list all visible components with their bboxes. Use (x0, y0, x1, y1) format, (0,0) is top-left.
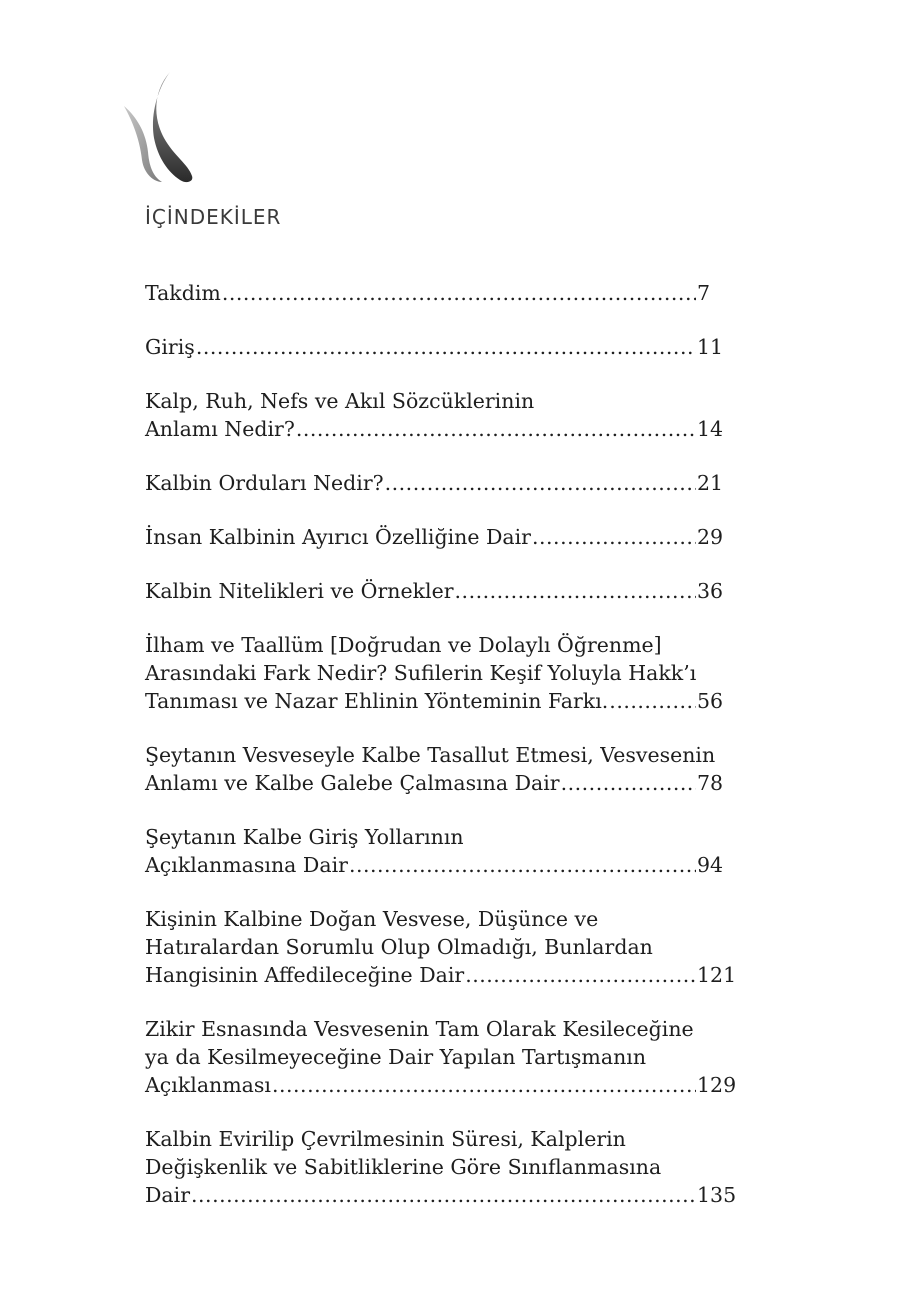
toc-entry-final-line (145, 687, 737, 715)
toc-page-number: 129 (697, 1073, 737, 1097)
dot-leader (191, 1181, 696, 1209)
toc-entry-final-line (145, 1181, 737, 1209)
toc-entry[interactable] (145, 523, 737, 551)
toc-page-number: 94 (697, 853, 724, 877)
toc-entry[interactable] (145, 469, 737, 497)
dot-leader (349, 851, 696, 879)
toc-page-number: 56 (697, 689, 724, 713)
toc-page-number: 11 (697, 335, 724, 359)
toc-entry-title-line: Kalbin Orduları Nedir? (145, 471, 384, 495)
toc-entry-title-line: Kalp, Ruh, Nefs ve Akıl Sözcüklerinin (145, 389, 535, 413)
toc-entry[interactable] (145, 741, 737, 797)
toc-page-number: 135 (697, 1183, 737, 1207)
toc-entry-final-line (145, 577, 737, 605)
toc-entry-title-line: Şeytanın Kalbe Giriş Yollarının (145, 825, 464, 849)
toc-entry-final-line (145, 769, 737, 797)
toc-entry-title-line: Giriş (145, 335, 195, 359)
toc-entry-final-line (145, 279, 737, 307)
toc-entry-title-line: Tanıması ve Nazar Ehlinin Yönteminin Farkı. (145, 689, 609, 713)
dot-leader (222, 279, 696, 307)
toc-entry[interactable] (145, 333, 737, 361)
dot-leader (609, 687, 696, 715)
toc-entry-title-line: Açıklanması (145, 1073, 271, 1097)
dot-leader (272, 1071, 696, 1099)
toc-entry[interactable] (145, 1125, 737, 1209)
toc-entry-final-line (145, 851, 737, 879)
toc-entry-final-line (145, 415, 737, 443)
toc-entry-title-line: ya da Kesilmeyeceğine Dair Yapılan Tartışmanın (145, 1045, 647, 1069)
toc-entry-title-line: Kalbin Nitelikleri ve Örnekler (145, 579, 454, 603)
toc-page-number: 121 (697, 963, 737, 987)
toc-page-number: 36 (697, 579, 724, 603)
toc-entry[interactable] (145, 823, 737, 879)
toc-entry-final-line (145, 961, 737, 989)
toc-entry-title-line: Şeytanın Vesveseyle Kalbe Tasallut Etmesi, Vesvesenin (145, 743, 716, 767)
toc-entry-title-line: Anlamı Nedir? (145, 417, 295, 441)
toc-entry-title-line: Dair (145, 1183, 191, 1207)
toc-page-number: 21 (697, 471, 724, 495)
toc-entry-title-line: Kişinin Kalbine Doğan Vesvese, Düşünce ve (145, 907, 599, 931)
toc-entry[interactable] (145, 1015, 737, 1099)
toc-entry-title-line: Kalbin Evirilip Çevrilmesinin Süresi, Kalplerin (145, 1127, 626, 1151)
toc-page-number: 78 (697, 771, 724, 795)
toc-entry-final-line (145, 1071, 737, 1099)
toc-entry-title-line: Zikir Esnasında Vesvesenin Tam Olarak Kesileceğine (145, 1017, 694, 1041)
toc-entry[interactable] (145, 631, 737, 715)
toc-page-number: 29 (697, 525, 724, 549)
toc-entry-title-line: Açıklanmasına Dair (145, 853, 348, 877)
toc-entry-final-line (145, 333, 737, 361)
toc-entry-title-line: Arasındaki Fark Nedir? Sufilerin Keşif Yoluyla Hakk’ı (145, 661, 697, 685)
toc-entry[interactable] (145, 905, 737, 989)
toc-heading: İÇİNDEKİLER (145, 205, 282, 229)
toc-entry[interactable] (145, 279, 737, 307)
publisher-logo-icon (118, 68, 208, 188)
toc-page-number: 7 (697, 281, 711, 305)
toc-entry-final-line (145, 523, 737, 551)
toc-entry-title-line: Anlamı ve Kalbe Galebe Çalmasına Dair (145, 771, 560, 795)
toc-entry-title-line: Değişkenlik ve Sabitliklerine Göre Sınıflanmasına (145, 1155, 662, 1179)
table-of-contents (145, 279, 737, 1235)
dot-leader (532, 523, 696, 551)
dot-leader (385, 469, 696, 497)
toc-page-number: 14 (697, 417, 724, 441)
toc-entry-title-line: Hatıralardan Sorumlu Olup Olmadığı, Bunlardan (145, 935, 653, 959)
toc-entry-title-line: Hangisinin Affedileceğine Dair (145, 963, 465, 987)
dot-leader (465, 961, 696, 989)
toc-entry-title-line: İnsan Kalbinin Ayırıcı Özelliğine Dair (145, 525, 531, 549)
toc-entry-title-line: Takdim (145, 281, 221, 305)
dot-leader (196, 333, 696, 361)
toc-entry[interactable] (145, 577, 737, 605)
dot-leader (455, 577, 696, 605)
toc-entry-final-line (145, 469, 737, 497)
dot-leader (296, 415, 696, 443)
toc-entry-title-line: İlham ve Taallüm [Doğrudan ve Dolaylı Öğrenme] (145, 633, 662, 657)
toc-entry[interactable] (145, 387, 737, 443)
dot-leader (561, 769, 696, 797)
